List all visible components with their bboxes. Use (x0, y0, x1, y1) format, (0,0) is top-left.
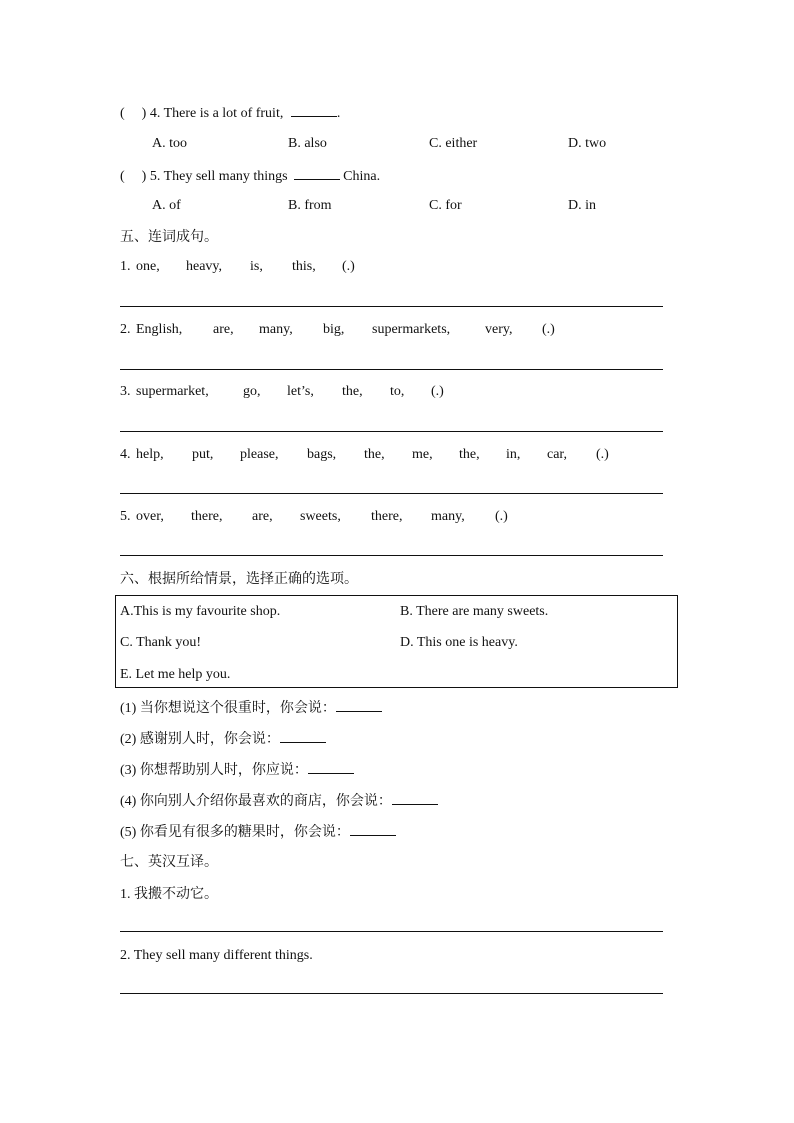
item-number: 3. (120, 384, 131, 399)
item-number: 5. (120, 509, 131, 524)
question-number: (4) (120, 794, 137, 809)
word: in, (506, 447, 521, 462)
question-5 (120, 166, 380, 186)
option-c: C. for (429, 198, 462, 213)
word: (.) (542, 322, 555, 337)
question-text: 你看见有很多的糖果时，你会说： (139, 824, 350, 840)
option-d: D. two (568, 136, 607, 151)
question-number: (5) (120, 825, 137, 840)
word: supermarkets, (372, 322, 451, 337)
word: is, (250, 259, 263, 274)
question-text: 你向别人介绍你最喜欢的商店，你会说： (139, 793, 392, 809)
answer-line[interactable] (120, 306, 663, 307)
question-number: (2) (120, 732, 137, 747)
answer-line[interactable] (120, 493, 663, 494)
word: many, (259, 322, 293, 337)
word: (.) (342, 259, 355, 274)
word: to, (390, 384, 405, 399)
fill-blank[interactable] (280, 729, 326, 743)
word: there, (371, 509, 403, 524)
s7-item-2 (120, 947, 313, 965)
item-text: They sell many different things. (133, 948, 313, 963)
question-stem-end: China. (343, 169, 381, 184)
s7-item-1 (120, 885, 218, 904)
option-b: B. from (288, 198, 332, 213)
word: sweets, (300, 509, 341, 524)
section-6-title: 六、根据所给情景，选择正确的选项。 (120, 571, 358, 587)
word: the, (364, 447, 385, 462)
answer-paren-close: ) (141, 169, 147, 184)
answer-line[interactable] (120, 993, 663, 994)
word: are, (213, 322, 234, 337)
answer-line[interactable] (120, 931, 663, 932)
word: there, (191, 509, 223, 524)
word: many, (431, 509, 465, 524)
fill-blank[interactable] (291, 103, 337, 117)
item-number: 1. (120, 259, 131, 274)
question-text: 你想帮助别人时，你应说： (139, 762, 308, 778)
option-b: B. There are many sweets. (400, 604, 549, 619)
s6-question-1 (120, 698, 382, 718)
word: (.) (431, 384, 444, 399)
s6-question-2 (120, 729, 326, 749)
answer-paren-open: ( (120, 106, 125, 121)
option-d: D. in (568, 198, 596, 213)
option-a: A.This is my favourite shop. (120, 604, 281, 619)
fill-blank[interactable] (336, 698, 382, 712)
word: car, (547, 447, 568, 462)
question-stem: There is a lot of fruit, (163, 106, 284, 121)
word: over, (136, 509, 164, 524)
word: one, (136, 259, 160, 274)
section-7-title: 七、英汉互译。 (120, 854, 218, 870)
word: this, (292, 259, 316, 274)
question-number: 4. (149, 106, 161, 121)
answer-paren-close: ) (141, 106, 147, 121)
word: heavy, (186, 259, 223, 274)
fill-blank[interactable] (350, 822, 396, 836)
word: (.) (596, 447, 609, 462)
word: help, (136, 447, 164, 462)
answer-line[interactable] (120, 369, 663, 370)
word: let’s, (287, 384, 314, 399)
question-text: 感谢别人时，你会说： (139, 731, 280, 747)
question-stem-end: . (336, 106, 341, 121)
answer-line[interactable] (120, 431, 663, 432)
word: (.) (495, 509, 508, 524)
item-number: 1. (120, 887, 131, 902)
option-c: C. either (429, 136, 478, 151)
question-4 (120, 103, 340, 123)
option-a: A. of (152, 198, 181, 213)
item-text: 我搬不动它。 (134, 886, 218, 902)
fill-blank[interactable] (308, 760, 354, 774)
word: please, (240, 447, 279, 462)
section-5-title: 五、连词成句。 (120, 229, 218, 245)
s6-question-4 (120, 791, 438, 811)
answer-paren-open: ( (120, 169, 125, 184)
options-box (115, 595, 678, 688)
word: big, (323, 322, 345, 337)
question-stem: They sell many things (163, 169, 288, 184)
word: me, (412, 447, 433, 462)
word: very, (485, 322, 513, 337)
option-e: E. Let me help you. (120, 667, 231, 682)
word: are, (252, 509, 273, 524)
s6-question-5 (120, 822, 396, 842)
fill-blank[interactable] (392, 791, 438, 805)
s6-question-3 (120, 760, 354, 780)
word: English, (136, 322, 183, 337)
question-text: 当你想说这个很重时，你会说： (139, 700, 336, 716)
item-number: 2. (120, 948, 131, 963)
question-number: (1) (120, 701, 137, 716)
word: bags, (307, 447, 337, 462)
word: the, (342, 384, 363, 399)
option-d: D. This one is heavy. (400, 635, 518, 650)
question-number: (3) (120, 763, 137, 778)
option-c: C. Thank you! (120, 635, 202, 650)
word: go, (243, 384, 261, 399)
option-a: A. too (152, 136, 187, 151)
item-number: 2. (120, 322, 131, 337)
answer-line[interactable] (120, 555, 663, 556)
item-number: 4. (120, 447, 131, 462)
fill-blank[interactable] (294, 166, 340, 180)
word: supermarket, (136, 384, 209, 399)
word: the, (459, 447, 480, 462)
word: put, (192, 447, 214, 462)
option-b: B. also (288, 136, 327, 151)
question-number: 5. (149, 169, 161, 184)
